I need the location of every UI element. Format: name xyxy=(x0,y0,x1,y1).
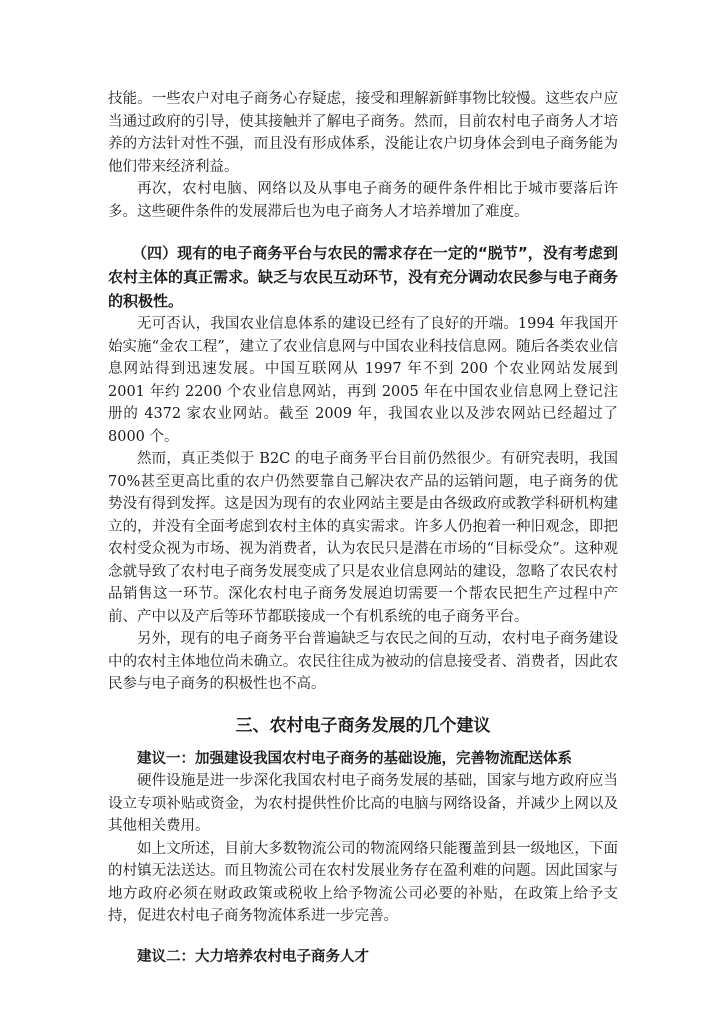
paragraph-info-system-history: 无可否认，我国农业信息体系的建设已经有了良好的开端。1994 年我国开始实施“金农工程”，建立了农业信息网与中国农业科技信息网。随后各类农业信息网站得到迅速发展。中国互联网从 1997 年不到 200 个农业网站发展到 2001 年约 2200 个农业信息网站，再到 2005 年在中国农业信息网上登记注册的 4372 家农业网站。截至 2009 年，我国农业以及涉农网站已经超过了 8000 个。 xyxy=(108,316,618,445)
paragraph-talent-cultivation: 技能。一些农户对电子商务心存疑虑，接受和理解新鲜事物比较慢。这些农户应当通过政府的引导，使其接触并了解电子商务。然而，目前农村电子商务人才培养的方法针对性不强，而且没有形成体系，没能让农户切身体会到电子商务能为他们带来经济利益。 xyxy=(108,91,618,175)
section-title-suggestions: 三、农村电子商务发展的几个建议 xyxy=(235,715,491,736)
spacer xyxy=(108,696,618,714)
subheading-platform-disconnect xyxy=(108,241,618,313)
suggestion-two-title: 建议二：大力培养农村电子商务人才 xyxy=(137,948,369,965)
paragraph-b2c-platforms: 然而，真正类似于 B2C 的电子商务平台目前仍然很少。有研究表明，我国 70%甚至更高比重的农户仍然要靠自己解决农产品的运销问题，电子商务的优势没有得到发挥。这是因为现有的农业网站主要是由各级政府或教学科研机构建立的，并没有全面考虑到农村主体的真实需求。许多人仍抱着一种旧观念，即把农村受众视为市场、视为消费者，认为农民只是潜在市场的“目标受众”。这种观念就导致了农村电子商务发展变成了只是农业信息网站的建设，忽略了农民农村品销售这一环节。深化农村电子商务发展迫切需要一个帮农民把生产过程中产前、产中以及产后等环节都联接成一个有机系统的电子商务平台。 xyxy=(108,451,618,625)
document-page xyxy=(108,88,618,968)
spacer xyxy=(108,928,618,946)
suggestion-one-title: 建议一：加强建设我国农村电子商务的基础设施，完善物流配送体系 xyxy=(137,750,572,767)
spacer xyxy=(108,223,618,241)
paragraph-lack-of-interaction: 另外，现有的电子商务平台普遍缺乏与农民之间的互动，农村电子商务建设中的农村主体地位尚未确立。农民往往成为被动的信息接受者、消费者，因此农民参与电子商务的积极性也不高。 xyxy=(108,631,618,692)
paragraph-hardware-conditions: 再次，农村电脑、网络以及从事电子商务的硬件条件相比于城市要落后许多。这些硬件条件的发展滞后也为电子商务人才培养增加了难度。 xyxy=(108,181,618,220)
paragraph-infrastructure: 硬件设施是进一步深化我国农村电子商务发展的基础，国家与地方政府应当设立专项补贴或资金，为农村提供性价比高的电脑与网络设备，并减少上网以及其他相关费用。 xyxy=(108,773,618,834)
subheading-text: （四）现有的电子商务平台与农民的需求存在一定的“脱节”，没有考虑到农村主体的真正需求。缺乏与农民互动环节，没有充分调动农民参与电子商务的积极性。 xyxy=(108,244,619,310)
spacer xyxy=(108,738,618,748)
paragraph-logistics: 如上文所述，目前大多数物流公司的物流网络只能覆盖到县一级地区，下面的村镇无法送达。而且物流公司在农村发展业务存在盈利难的问题。因此国家与地方政府必须在财政政策或税收上给予物流公司必要的补贴，在政策上给予支持，促进农村电子商务物流体系进一步完善。 xyxy=(108,840,618,924)
